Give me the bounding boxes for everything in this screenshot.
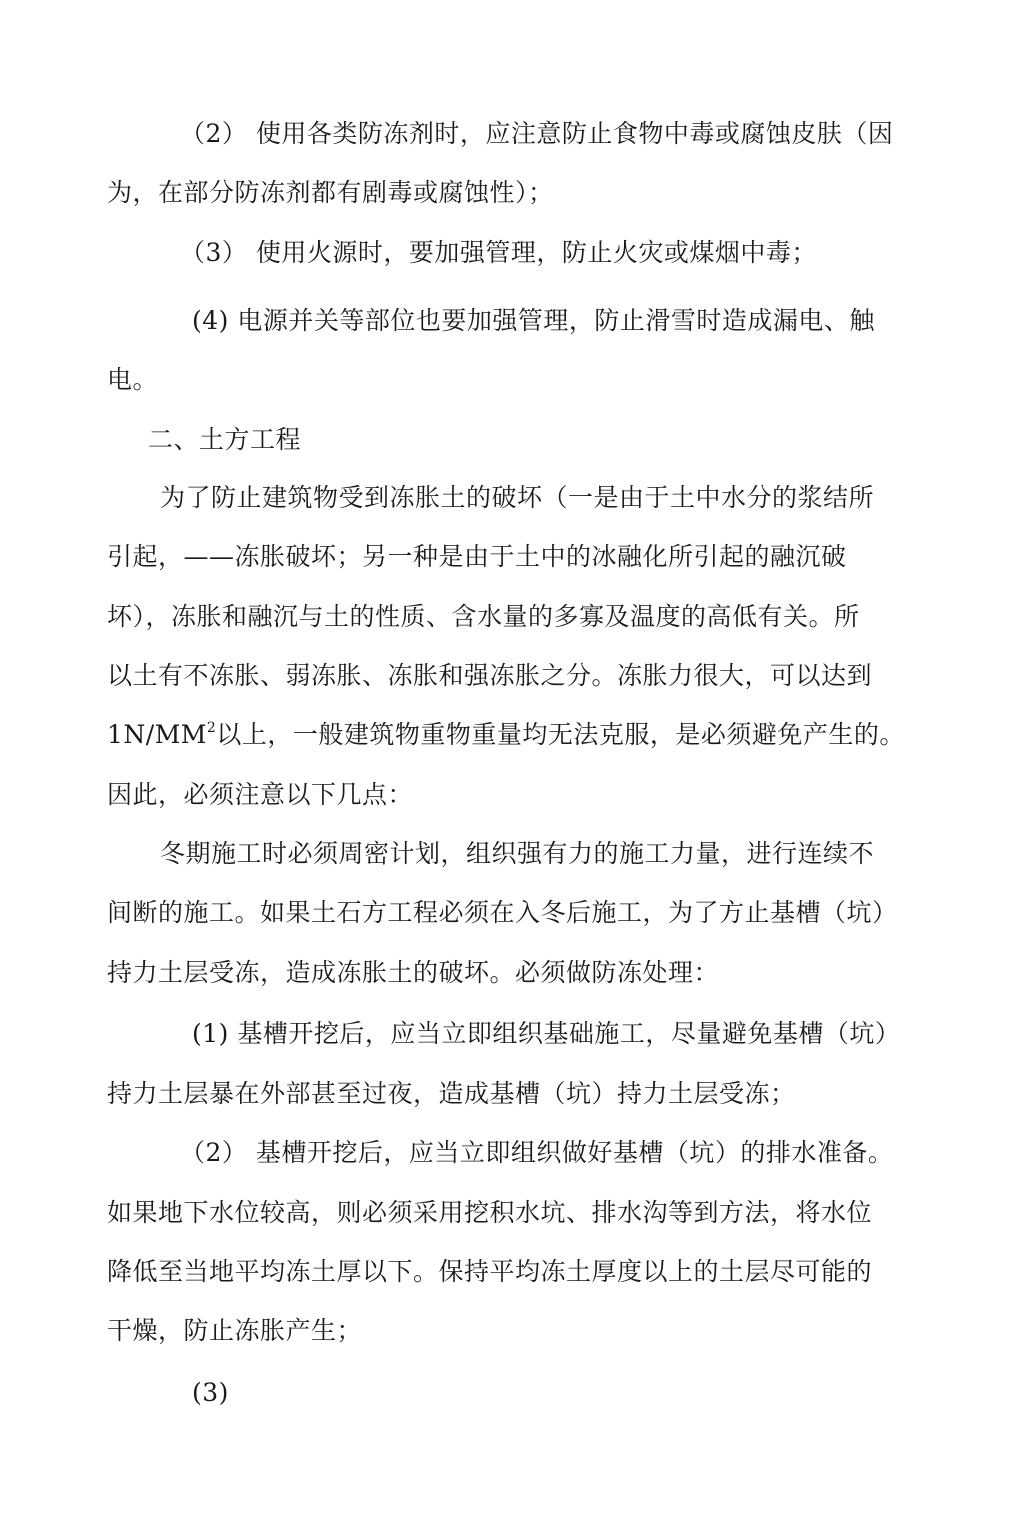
text-line: 持力土层受冻，造成冻胀土的破坏。必须做防冻处理： [107, 958, 720, 987]
text-line: (1) 基槽开挖后，应当立即组织基础施工，尽量避免基槽（坑） [192, 1019, 901, 1048]
text-line: （3） 使用火源时，要加强管理，防止火灾或煤烟中毒； [180, 238, 817, 267]
text-line: 坏），冻胀和融沉与土的性质、含水量的多寡及温度的高低有关。所 [107, 602, 860, 631]
text-line: 电。 [107, 365, 159, 394]
text-line: 持力土层暴在外部甚至过夜，造成基槽（坑）持力土层受冻； [107, 1079, 796, 1108]
text-line: 冬期施工时必须周密计划，组织强有力的施工力量，进行连续不 [160, 839, 875, 868]
text-span: 以上，一般建筑物重物重量均无法克服，是必须避免产生的。 [216, 720, 905, 749]
text-line: 降低至当地平均冻土厚以下。保持平均冻土厚度以上的土层尽可能的 [107, 1257, 873, 1286]
text-line: （2） 使用各类防冻剂时，应注意防止食物中毒或腐蚀皮肤（因 [180, 119, 894, 148]
text-line: 间断的施工。如果土石方工程必须在入冬后施工，为了方止基槽（坑） [107, 898, 898, 927]
unit-text: 1N/MM [107, 720, 207, 749]
text-line [107, 719, 905, 751]
text-line: 为了防止建筑物受到冻胀土的破坏（一是由于土中水分的浆结所 [160, 483, 875, 512]
text-line: 为，在部分防冻剂都有剧毒或腐蚀性）； [107, 178, 554, 207]
text-line: 干燥，防止冻胀产生； [107, 1316, 363, 1345]
text-line: 引起，——冻胀破坏；另一种是由于土中的冰融化所引起的融沉破 [107, 542, 847, 571]
text-line: （2） 基槽开挖后，应当立即组织做好基槽（坑）的排水准备。 [180, 1138, 894, 1167]
text-line: 因此，必须注意以下几点： [107, 780, 414, 809]
section-heading: 二、土方工程 [148, 425, 302, 454]
superscript: 2 [206, 720, 217, 736]
text-line: (3) [192, 1378, 229, 1407]
text-line: 如果地下水位较高，则必须采用挖积水坑、排水沟等到方法，将水位 [107, 1198, 873, 1227]
text-line: (4) 电源并关等部位也要加强管理，防止滑雪时造成漏电、触 [192, 306, 875, 335]
text-line: 以土有不冻胀、弱冻胀、冻胀和强冻胀之分。冻胀力很大，可以达到 [107, 661, 873, 690]
